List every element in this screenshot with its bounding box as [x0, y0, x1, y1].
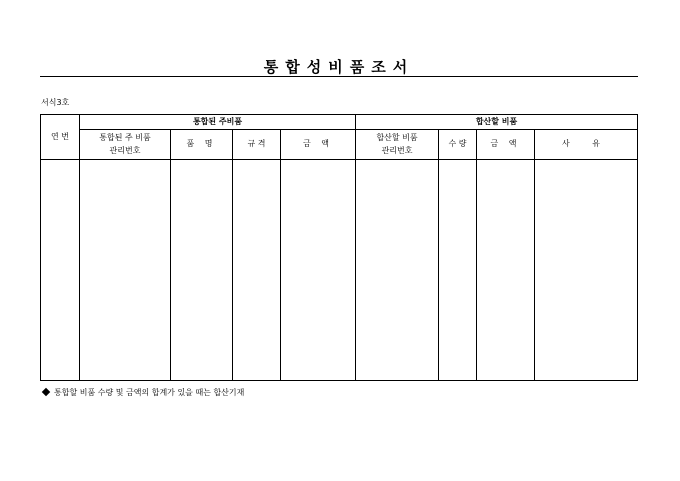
header-item-name: 품 명: [171, 130, 233, 160]
header-main-mgmt-number-line2: 관리번호: [109, 145, 141, 155]
header-combined-mgmt-number-line1: 합산할 비품: [376, 133, 418, 143]
cell-serial-number[interactable]: [41, 160, 80, 381]
header-amount-main: 금 액: [281, 130, 356, 160]
header-quantity: 수 량: [439, 130, 477, 160]
header-main-mgmt-number: [80, 130, 171, 160]
form-number: 서식3호: [41, 98, 70, 107]
cell-combined-mgmt-number[interactable]: [356, 160, 439, 381]
cell-spec[interactable]: [233, 160, 281, 381]
cell-main-mgmt-number[interactable]: [80, 160, 171, 381]
header-main-mgmt-number-line1: 통합된 주 비품: [99, 133, 151, 143]
header-serial-number: 연 번: [41, 115, 80, 160]
cell-amount-combined[interactable]: [477, 160, 535, 381]
title-underline: [40, 76, 638, 77]
header-spec: 규 격: [233, 130, 281, 160]
footnote: [41, 387, 244, 398]
table-body-row: [41, 160, 638, 381]
cell-amount-main[interactable]: [281, 160, 356, 381]
header-combined-mgmt-number: [356, 130, 439, 160]
header-combined-mgmt-number-line2: 관리번호: [381, 145, 413, 155]
header-reason: 사 유: [535, 130, 638, 160]
inventory-table: [40, 114, 638, 381]
cell-item-name[interactable]: [171, 160, 233, 381]
footnote-text: 통합할 비품 수량 및 금액의 합계가 있을 때는 합산기재: [54, 388, 245, 397]
diamond-bullet-icon: [42, 388, 50, 396]
cell-reason[interactable]: [535, 160, 638, 381]
page-title: 통합성비품조서: [263, 58, 415, 76]
header-amount-combined: 금 액: [477, 130, 535, 160]
cell-quantity[interactable]: [439, 160, 477, 381]
header-group-consolidated: 통합된 주비품: [80, 115, 356, 130]
header-group-combined: 합산할 비품: [356, 115, 638, 130]
